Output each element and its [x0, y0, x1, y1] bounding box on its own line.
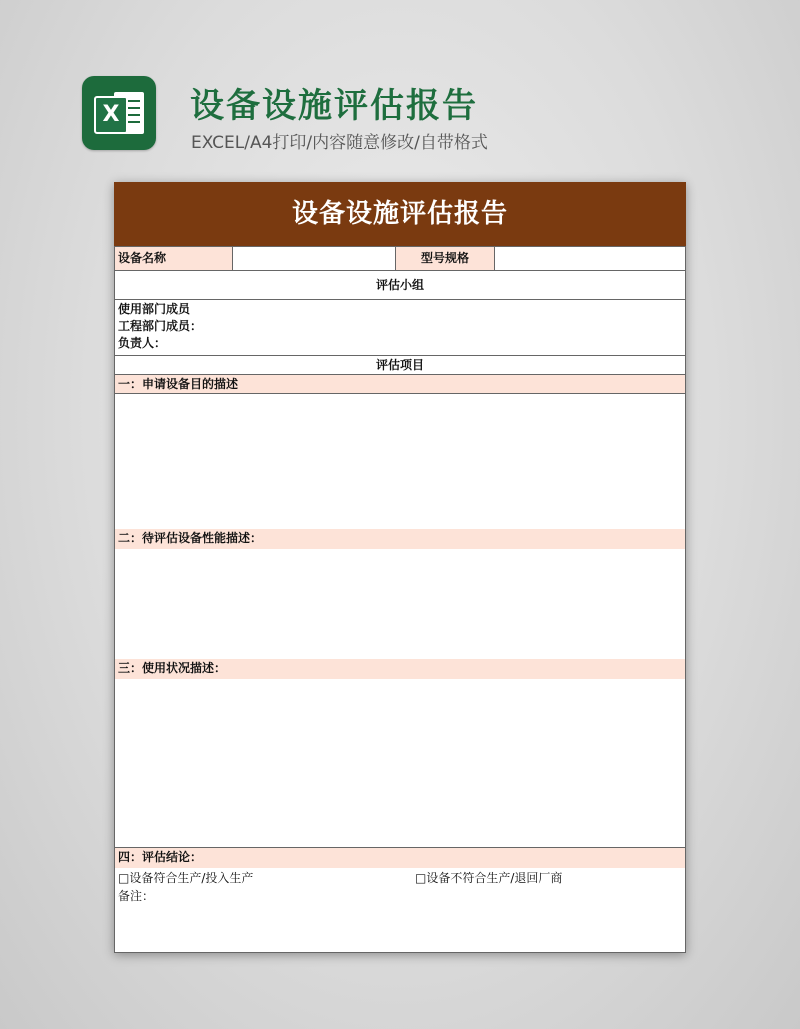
section-performance-heading: 二：待评估设备性能描述： [114, 529, 686, 549]
equipment-name-field[interactable] [232, 246, 396, 271]
equipment-name-label: 设备名称 [114, 246, 233, 271]
option-pass-checkbox[interactable]: □设备符合生产/投入生产 [118, 871, 254, 885]
model-spec-label: 型号规格 [395, 246, 495, 271]
report-sheet [114, 182, 686, 953]
excel-x-badge: X [94, 96, 128, 134]
team-member-user-dept: 使用部门成员 [118, 302, 191, 316]
excel-icon [82, 76, 156, 150]
option-fail-checkbox[interactable]: □设备不符合生产/退回厂商 [415, 871, 563, 885]
remark-label: 备注： [118, 889, 155, 903]
section-conclusion-body [114, 868, 686, 953]
page-header [0, 0, 800, 170]
section-usage-heading: 三：使用状况描述： [114, 659, 686, 679]
team-member-engineering: 工程部门成员： [118, 319, 203, 333]
report-title: 设备设施评估报告 [114, 182, 686, 246]
page-title: 设备设施评估报告 [190, 86, 478, 126]
model-spec-field[interactable] [494, 246, 686, 271]
page-subtitle: EXCEL/A4打印/内容随意修改/自带格式 [191, 133, 488, 153]
section-usage-body[interactable] [114, 679, 686, 847]
team-heading: 评估小组 [114, 270, 686, 300]
section-purpose-heading: 一：申请设备目的描述 [114, 374, 686, 394]
team-members [114, 299, 686, 356]
team-member-owner: 负责人： [118, 336, 167, 350]
section-conclusion-heading: 四：评估结论： [114, 847, 686, 868]
section-purpose-body[interactable] [114, 394, 686, 529]
items-heading: 评估项目 [114, 355, 686, 375]
section-performance-body[interactable] [114, 549, 686, 659]
